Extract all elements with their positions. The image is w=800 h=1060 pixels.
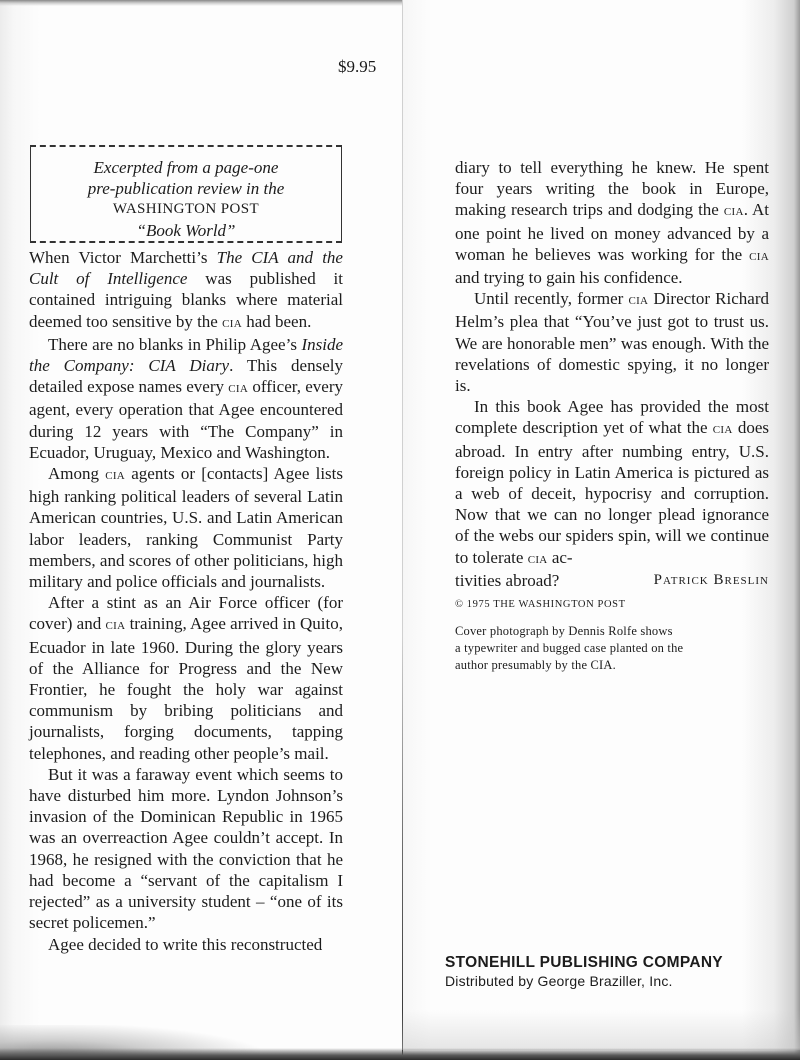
text-run: ac- [547, 547, 573, 567]
review-paragraph [29, 247, 343, 334]
acronym: cia [749, 247, 769, 264]
text-run: . At one point he lived on money advanced by a woman he believes was working for the [455, 200, 770, 264]
text-run: was published it contained intriguing blanks where material deemed too sensitive by the [29, 269, 343, 331]
review-paragraph: Agee decided to write this reconstructed [48, 934, 323, 954]
review-paragraph [455, 288, 769, 396]
bottom-edge-shadow [0, 1048, 800, 1060]
acronym: cia [527, 550, 548, 567]
review-paragraph [29, 592, 343, 764]
distributor-line: Distributed by George Braziller, Inc. [445, 973, 673, 989]
review-paragraph [29, 334, 343, 463]
text-run: Until recently, former [474, 289, 629, 309]
review-column-left [29, 247, 343, 955]
text-run: . This densely detailed expose names every [29, 356, 343, 397]
review-column-right [455, 157, 769, 615]
acronym: cia [222, 314, 242, 331]
text-run: officer, every agent, every operation that Agee encountered during 12 years with “The Company” in Ecuador, Uruguay, Mexico and Washington. [29, 377, 343, 462]
acronym: cia [723, 203, 744, 220]
excerpt-line-1: Excerpted from a page-one [93, 158, 279, 177]
excerpt-section: “Book World” [136, 221, 236, 240]
text-run: diary to tell everything he knew. He spent four years writing the book in Europe, making research trips and dodging the [455, 158, 769, 220]
text-run: In this book Agee has provided the most complete description yet of what the [455, 397, 769, 438]
text-run: Among [48, 464, 106, 484]
text-run: When Victor Marchetti’s [29, 248, 217, 267]
text-run: and trying to gain his confidence. [455, 268, 683, 288]
text-run: does abroad. In entry after numbing entry, U.S. foreign policy in Latin America is pictured as a web of deceit, hypocrisy and corruption. Now that we can no longer plead ignorance of the webs our spiders spin, will we continue to tolerate [455, 418, 769, 567]
excerpt-line-2: pre-publication review in the [87, 179, 285, 198]
text-run: had been. [241, 311, 312, 331]
acronym: cia [712, 421, 733, 438]
review-paragraph: But it was a faraway event which seems to have disturbed him more. Lyndon Johnson’s invasion of the Dominican Republic in 1965 was an overreaction Agee couldn’t accept. In 1968, he resigned with the conviction that he had become a “servant of the capitalism I rejected” as a university student – “one of its secret policemen.” [29, 764, 343, 933]
review-paragraph [29, 463, 343, 592]
acronym: cia [105, 467, 126, 484]
excerpt-source: WASHINGTON POST [112, 201, 260, 217]
top-edge-shadow [0, 0, 402, 6]
credit-line-3: author presumably by the CIA. [455, 658, 616, 672]
cover-photo-credit [455, 623, 775, 674]
review-author: Patrick Breslin [653, 571, 769, 588]
copyright-notice: © 1975 THE WASHINGTON POST [455, 599, 626, 611]
text-run: There are no blanks in Philip Agee’s [48, 334, 302, 354]
text-run: training, Agee arrived in Quito, Ecuador in late 1960. During the glory years of the Alliance for Progress and the New Frontier, he fought the holy war against communism by bribing politicians and journalists, forging documents, tapping telephones, and reading other people’s mail. [29, 614, 343, 763]
acronym: cia [628, 292, 649, 309]
book-title: The CIA and the Cult of Intelligence [29, 248, 343, 289]
flap-fold-line [402, 0, 403, 1060]
publisher-name: STONEHILL PUBLISHING COMPANY [445, 954, 723, 971]
credit-line-2: a typewriter and bugged case planted on the [455, 641, 684, 655]
publisher-block [445, 953, 723, 990]
review-paragraph [455, 157, 769, 288]
acronym: cia [105, 617, 126, 634]
text-run: After a stint as an Air Force officer (for cover) and [29, 593, 343, 634]
price-label: $9.95 [338, 57, 377, 76]
text-run: Director Richard Helm’s plea that “You’ve just got to trust us. We are honorable men” was enough. With the revelations of domestic spying, it no longer is. [455, 289, 770, 396]
credit-line-1: Cover photograph by Dennis Rolfe shows [455, 624, 673, 638]
signature-line [455, 570, 769, 591]
text-run: agents or [contacts] Agee lists high ranking political leaders of several Latin American countries, U.S. and Latin American labor leaders, ranking Communist Party members, and scores of other politicians, high military and police officials and journalists. [29, 464, 343, 592]
review-paragraph [455, 396, 769, 570]
excerpt-source-box [30, 145, 342, 243]
bottom-dust [402, 1010, 800, 1050]
acronym: cia [228, 380, 249, 397]
book-title: Inside the Company: CIA Diary [29, 334, 343, 376]
closing-text: tivities abroad? [455, 570, 560, 590]
